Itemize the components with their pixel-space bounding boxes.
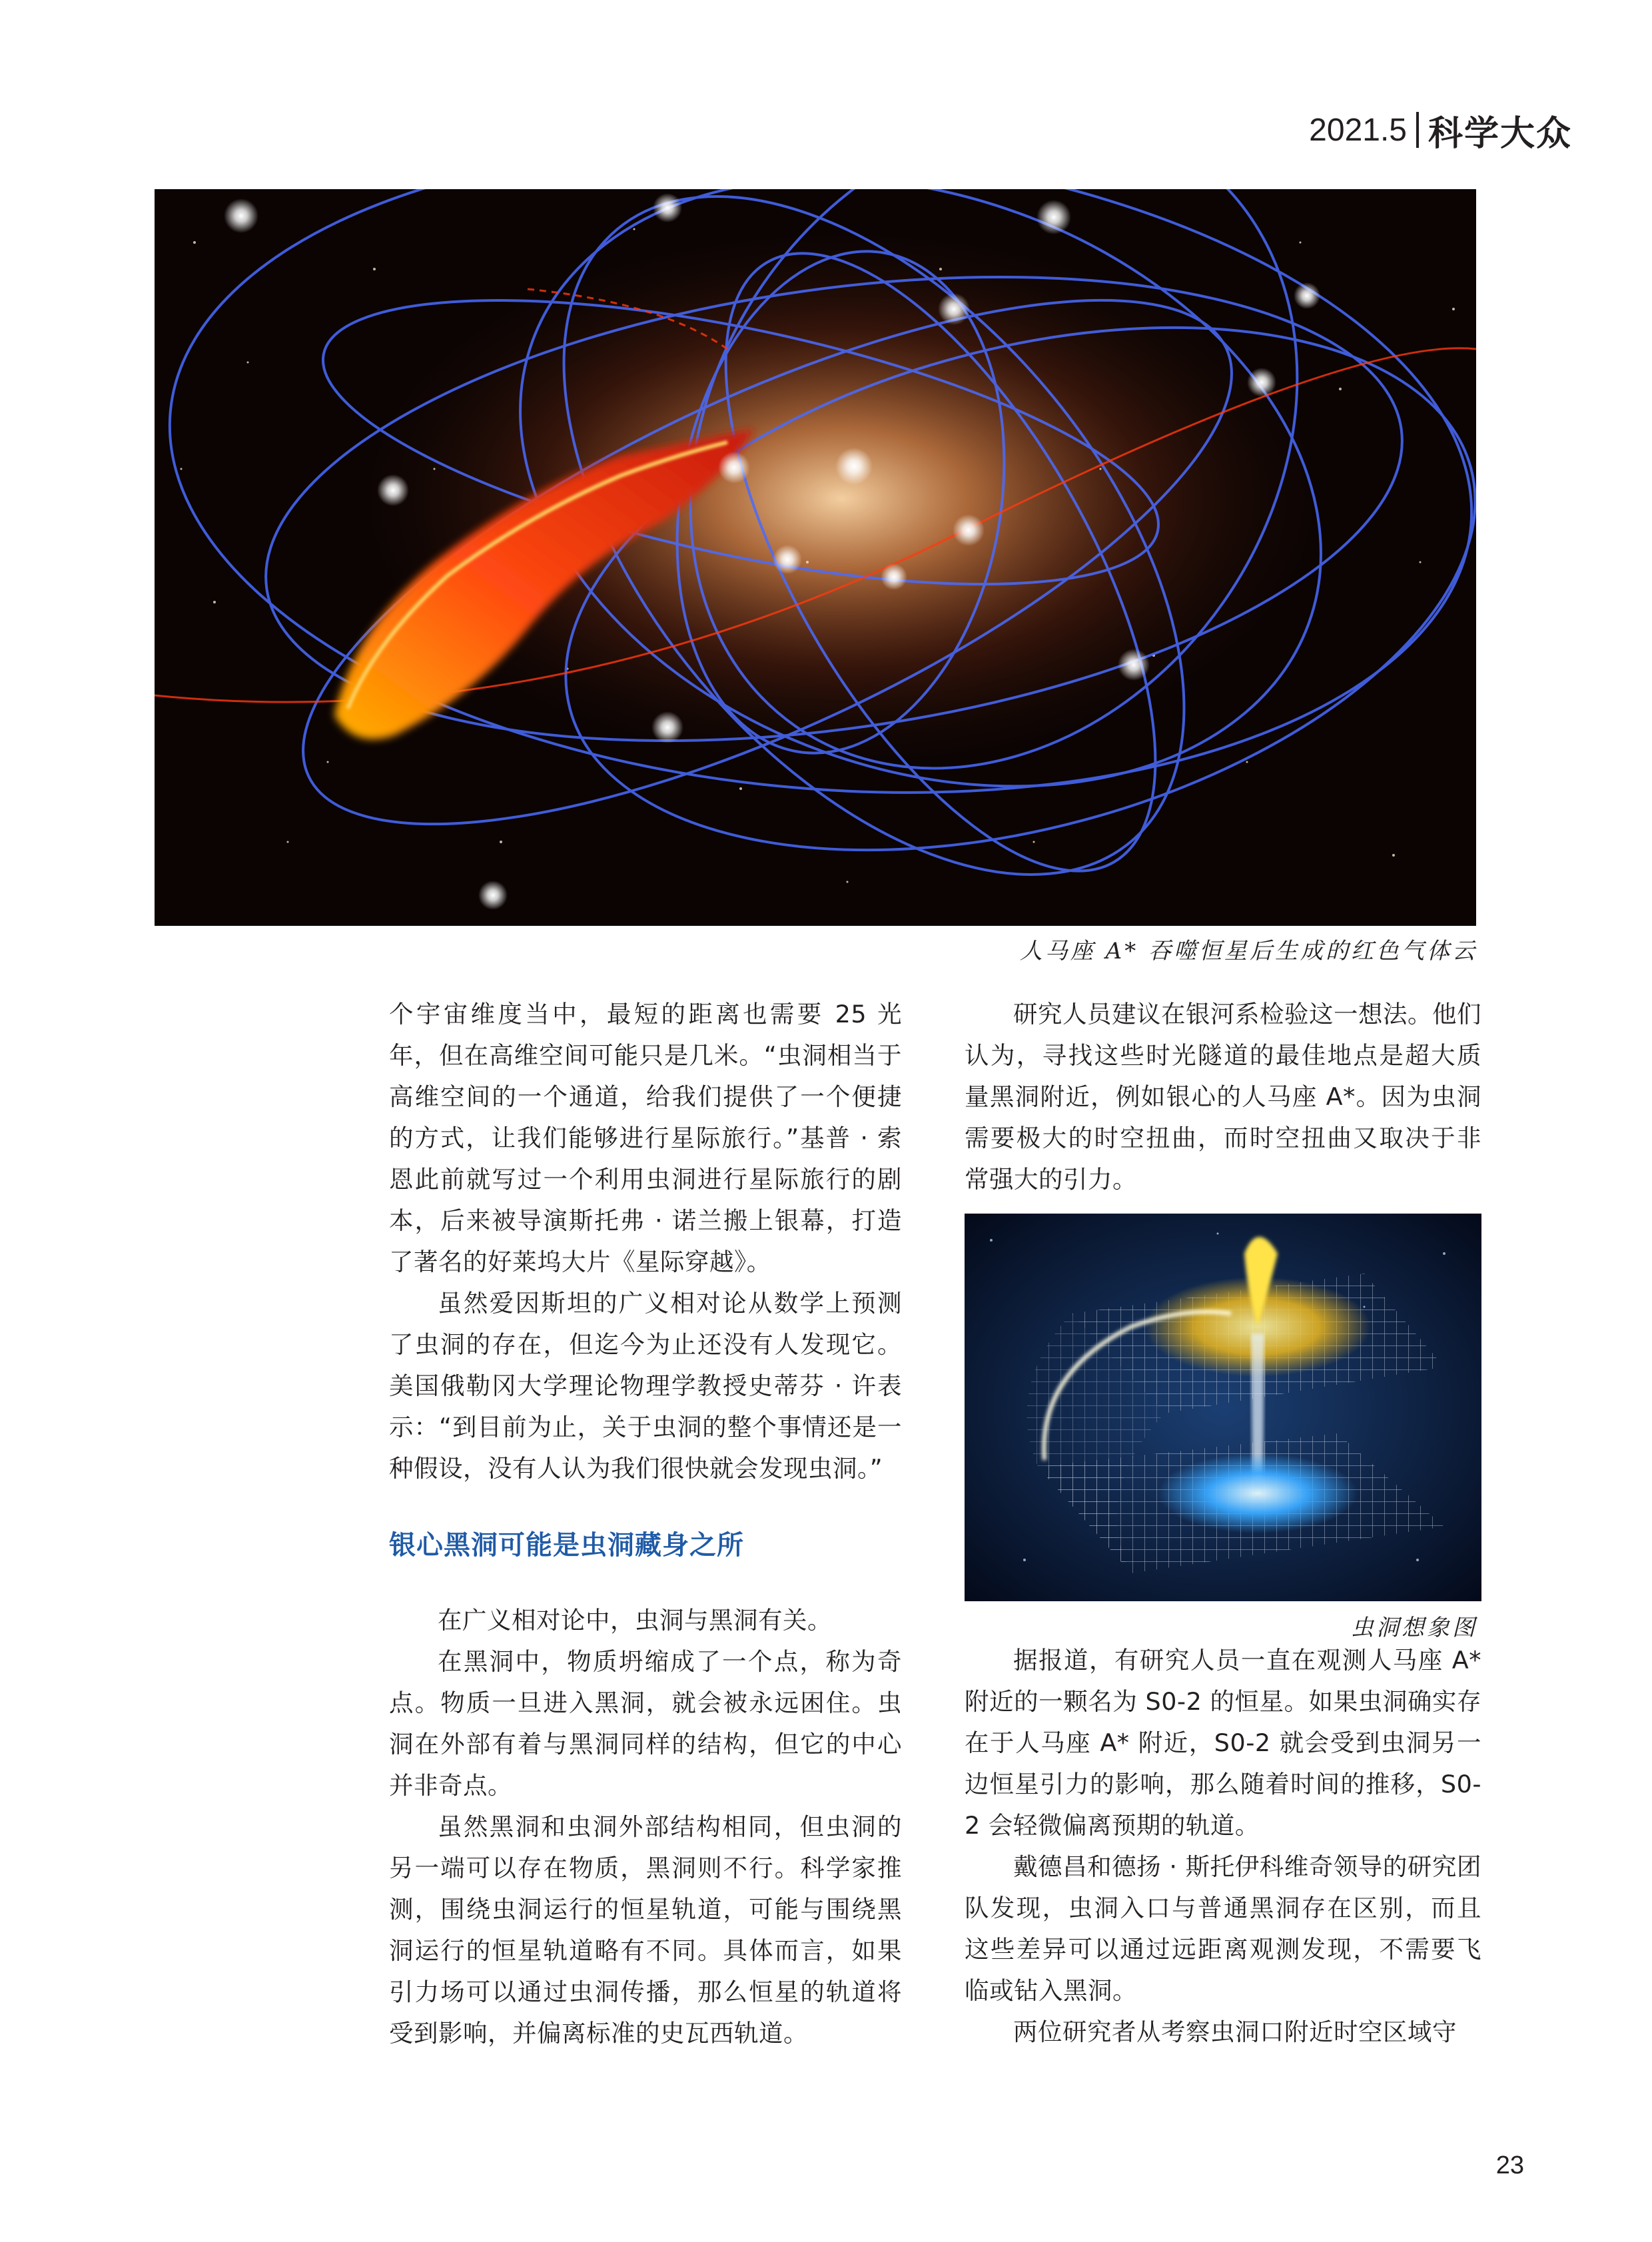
right-paragraph-1: 研究人员建议在银河系检验这一想法。他们认为，寻找这些时光隧道的最佳地点是超大质量黑洞附近，例如银心的人马座 A*。因为虫洞需要极大的时空扭曲，而时空扭曲又取决于非常强大的引力。 [965,1000,1481,1194]
wormhole-lower-mouth [1158,1453,1358,1533]
section-title: 银心黑洞可能是虫洞藏身之所 [389,1530,744,1561]
wormhole-image [965,1214,1481,1601]
main-image-caption: 人马座 A* 吞噬恒星后生成的红色气体云 [1019,938,1477,964]
magazine-title: 科学大众 [1428,113,1572,154]
left-column-top [389,994,902,1489]
header-separator [1416,112,1419,148]
wormhole-illustration [965,1214,1481,1601]
galactic-center-illustration [155,189,1476,926]
galactic-center-image [155,189,1476,926]
right-paragraph-2: 据报道，有研究人员一直在观测人马座 A* 附近的一颗名为 S0-2 的恒星。如果虫洞确实存在于人马座 A* 附近，S0-2 就会受到虫洞另一边恒星引力的影响，那么随着时间的推移，S0-2 会轻微偏离预期的轨道。 [965,1646,1481,1840]
page-header [1309,100,1572,160]
right-column-top [965,994,1481,1200]
right-paragraph-3: 戴德昌和德扬 · 斯托伊科维奇领导的研究团队发现，虫洞入口与普通黑洞存在区别，而且这些差异可以通过远距离观测发现，不需要飞临或钻入黑洞。 [965,1852,1481,2005]
left-paragraph-3: 在广义相对论中，虫洞与黑洞有关。 [438,1606,832,1635]
right-column-bottom [965,1640,1481,2053]
left-paragraph-4: 在黑洞中，物质坍缩成了一个点，称为奇点。物质一旦进入黑洞，就会被永远困住。虫洞在外部有着与黑洞同样的结构，但它的中心并非奇点。 [389,1647,902,1800]
left-paragraph-5: 虽然黑洞和虫洞外部结构相同，但虫洞的另一端可以存在物质，黑洞则不行。科学家推测，围绕虫洞运行的恒星轨道，可能与围绕黑洞运行的恒星轨道略有不同。具体而言，如果引力场可以通过虫洞传播，那么恒星的轨道将受到影响，并偏离标准的史瓦西轨道。 [389,1812,902,2048]
issue-number: 2021.5 [1309,112,1407,148]
wormhole-image-caption: 虫洞想象图 [1351,1615,1477,1641]
page-number: 23 [1495,2151,1524,2179]
right-paragraph-4: 两位研究者从考察虫洞口附近时空区域守 [1013,2018,1457,2046]
left-column-bottom [389,1600,902,2054]
left-paragraph-1: 个宇宙维度当中，最短的距离也需要 25 光年，但在高维空间可能只是几米。“虫洞相当于高维空间的一个通道，给我们提供了一个便捷的方式，让我们能够进行星际旅行。”基普 · 索恩此前就写过一个利用虫洞进行星际旅行的剧本，后来被导演斯托弗 · 诺兰搬上银幕，打造了著名的好莱坞大片《星际穿越》。 [389,1000,902,1276]
left-paragraph-2: 虽然爱因斯坦的广义相对论从数学上预测了虫洞的存在，但迄今为止还没有人发现它。美国俄勒冈大学理论物理学教授史蒂芬 · 许表示：“到目前为止，关于虫洞的整个事情还是一种假设，没有人认为我们很快就会发现虫洞。” [389,1289,902,1483]
